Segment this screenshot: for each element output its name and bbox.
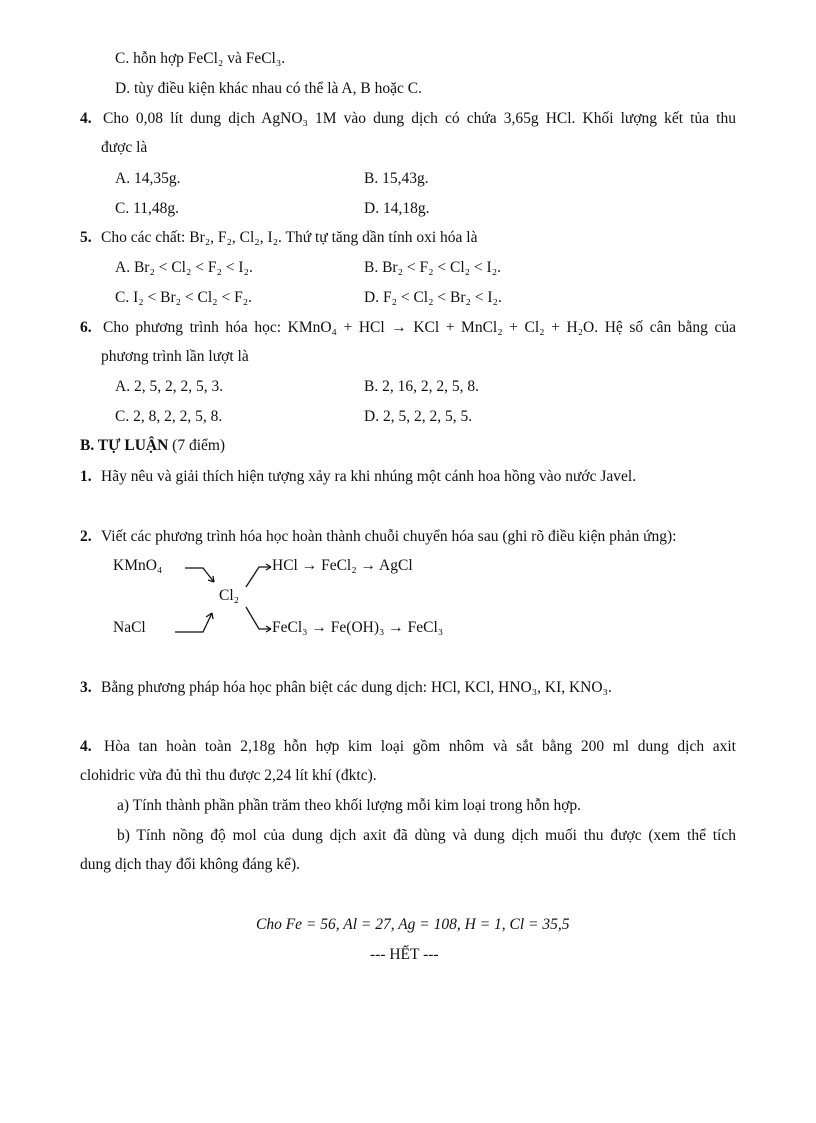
q6-number: 6.	[80, 319, 92, 336]
arrow-nacl-to-cl2	[175, 613, 212, 632]
q6-option-a: A. 2, 5, 2, 2, 5, 3.	[115, 378, 224, 395]
e1-text: Hãy nêu và giải thích hiện tượng xảy ra khi nhúng một cánh hoa hồng vào nước Javel.	[101, 468, 637, 485]
scheme-kmno4: KMnO₄	[113, 557, 163, 574]
arrow-cl2-to-fecl3	[246, 607, 271, 629]
q4-text: Cho 0,08 lít dung dịch AgNO₃ 1M vào dung dịch có chứa 3,65g HCl. Khối lượng kết tủa thu	[103, 110, 736, 127]
q6-text: Cho phương trình hóa học: KMnO₄ + HCl → KCl + MnCl₂ + Cl₂ + H₂O. Hệ số cân bằng của	[103, 319, 736, 336]
e1-number: 1.	[80, 468, 92, 485]
q5-number: 5.	[80, 229, 92, 246]
q5-option-a: A. Br₂ < Cl₂ < F₂ < I₂.	[115, 259, 253, 276]
q4-option-a: A. 14,35g.	[115, 170, 181, 187]
e4-part-b: b) Tính nồng độ mol của dung dịch axit đã dùng và dung dịch muối thu được (xem thể tích	[117, 827, 736, 844]
atomic-masses-note: Cho Fe = 56, Al = 27, Ag = 108, H = 1, Cl = 35,5	[256, 916, 570, 933]
e4-number: 4.	[80, 738, 92, 755]
q5-text: Cho các chất: Br₂, F₂, Cl₂, I₂. Thứ tự tăng dần tính oxi hóa là	[101, 229, 478, 246]
section-b-title: B. TỰ LUẬN	[80, 437, 169, 454]
e4-text: Hòa tan hoàn toàn 2,18g hỗn hợp kim loại gồm nhôm và sắt bằng 200 ml dung dịch axit	[104, 738, 736, 755]
q6-option-c: C. 2, 8, 2, 2, 5, 8.	[115, 408, 223, 425]
e4-part-b-cont: dung dịch thay đổi không đáng kể).	[80, 856, 300, 873]
q3-option-d: D. tùy điều kiện khác nhau có thể là A, B hoặc C.	[115, 80, 422, 97]
q6-text-cont: phương trình lần lượt là	[101, 348, 249, 365]
q4-option-c: C. 11,48g.	[115, 200, 180, 217]
q6-option-d: D. 2, 5, 2, 2, 5, 5.	[364, 408, 473, 425]
q6-option-b: B. 2, 16, 2, 2, 5, 8.	[364, 378, 479, 395]
q5-option-d: D. F₂ < Cl₂ < Br₂ < I₂.	[364, 289, 502, 306]
scheme-cl2: Cl₂	[219, 587, 240, 604]
scheme-upper-chain: HCl → FeCl₂ → AgCl	[272, 557, 413, 574]
q4-text-cont: được là	[101, 139, 148, 156]
e3-text: Bằng phương pháp hóa học phân biệt các dung dịch: HCl, KCl, HNO₃, KI, KNO₃.	[101, 679, 612, 696]
q4-option-d: D. 14,18g.	[364, 200, 430, 217]
scheme-lower-chain: FeCl₃ → Fe(OH)₃ → FeCl₃	[272, 619, 444, 636]
e4-text-cont: clohidric vừa đủ thì thu được 2,24 lít khí (đktc).	[80, 767, 377, 784]
e4-part-a: a) Tính thành phần phần trăm theo khối lượng mỗi kim loại trong hỗn hợp.	[117, 797, 582, 814]
end-marker: --- HẾT ---	[370, 946, 439, 963]
q5-option-c: C. I₂ < Br₂ < Cl₂ < F₂.	[115, 289, 252, 306]
q3-option-c: C. hỗn hợp FeCl₂ và FeCl₃.	[115, 50, 286, 67]
q5-option-b: B. Br₂ < F₂ < Cl₂ < I₂.	[364, 259, 501, 276]
e2-number: 2.	[80, 528, 92, 545]
q4-option-b: B. 15,43g.	[364, 170, 429, 187]
section-b-points: (7 điểm)	[168, 437, 226, 454]
e3-number: 3.	[80, 679, 92, 696]
scheme-nacl: NaCl	[113, 619, 146, 636]
q4-number: 4.	[80, 110, 92, 127]
e2-text: Viết các phương trình hóa học hoàn thành chuỗi chuyển hóa sau (ghi rõ điều kiện phản ứng):	[101, 528, 677, 545]
